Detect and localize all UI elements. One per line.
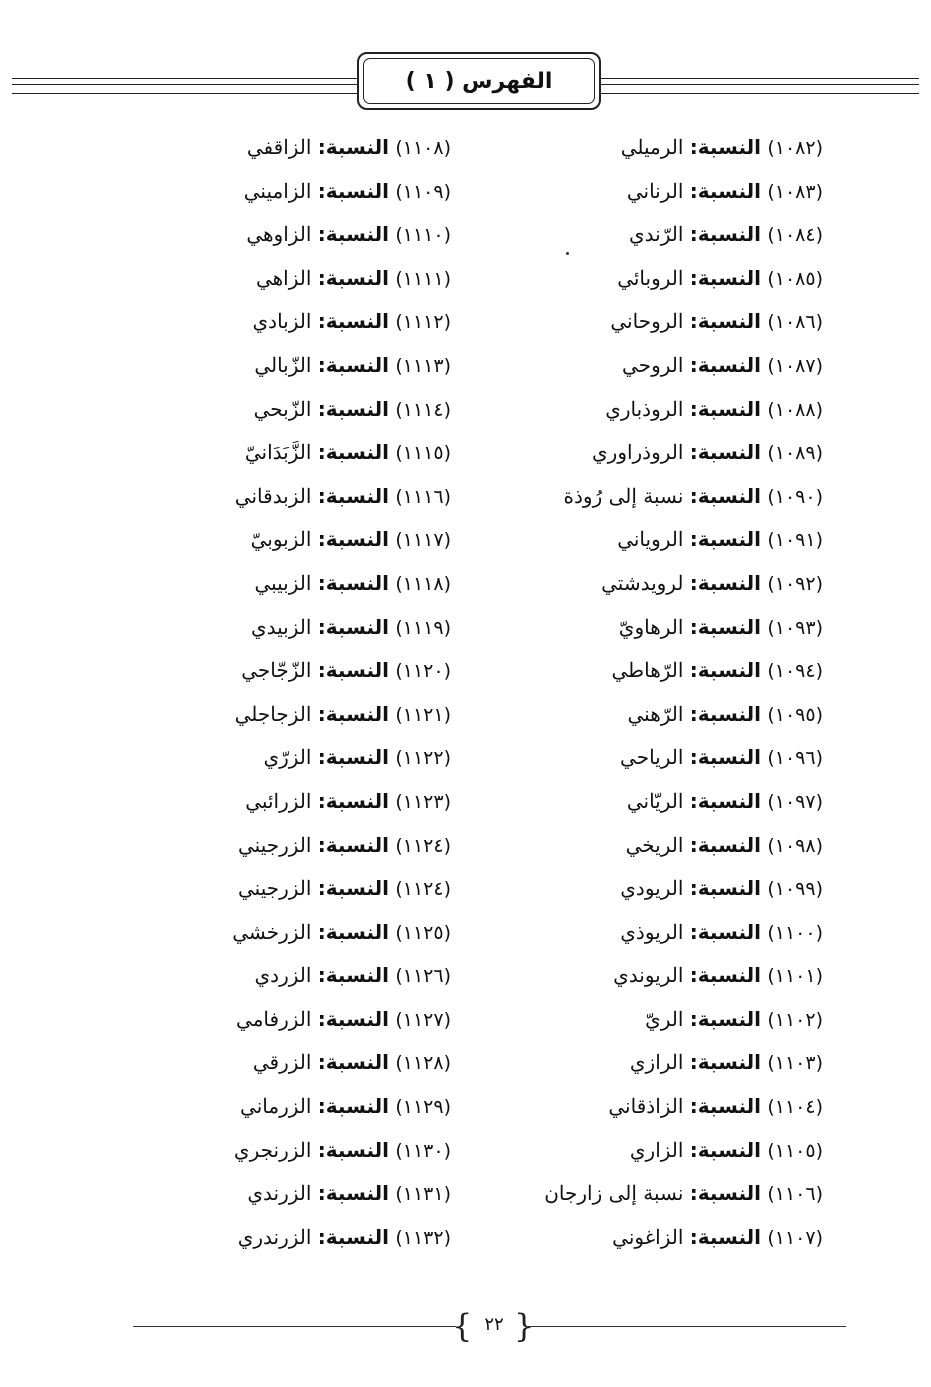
index-entry [483, 1129, 823, 1173]
entry-value: الزرجيني [237, 876, 312, 901]
index-entry [483, 475, 823, 519]
index-entry [483, 998, 823, 1042]
entry-label: النسبة: [317, 570, 389, 595]
entry-label: النسبة: [317, 614, 389, 639]
entry-value: الزرنجري [233, 1137, 312, 1162]
index-entry [483, 213, 823, 257]
entry-label: النسبة: [689, 876, 761, 901]
entry-number: (١١٢٣) [395, 790, 451, 813]
entry-label: النسبة: [317, 135, 389, 159]
index-entry [483, 170, 823, 214]
entry-value: الزَّبَدَانيّ [244, 440, 312, 465]
entry-label: النسبة: [689, 701, 761, 726]
entry-label: النسبة: [317, 440, 389, 465]
entry-value: الزاوهي [246, 222, 312, 247]
entry-label: النسبة: [689, 527, 761, 552]
entry-number: (١١١٠) [395, 224, 451, 247]
entry-label: النسبة: [689, 919, 761, 944]
entry-number: (١١٠٩) [395, 180, 451, 203]
index-entry [483, 344, 823, 388]
entry-value: الرّهني [627, 701, 684, 726]
entry-number: (١٠٩٣) [767, 616, 823, 639]
entry-value: الزّبحي [253, 396, 312, 421]
index-entry [151, 518, 451, 562]
index-entry [483, 954, 823, 998]
entry-value: الروذراوري [592, 440, 684, 465]
entry-value: الريوذي [620, 919, 684, 944]
entry-label: النسبة: [689, 396, 761, 421]
entry-value: الزردي [254, 963, 312, 988]
index-entry [151, 780, 451, 824]
index-column-right [483, 126, 823, 1259]
entry-number: (١١٠٣) [767, 1052, 823, 1075]
entry-value: الريّ [645, 1006, 684, 1031]
entry-value: الزاقفي [246, 135, 312, 159]
index-entry [483, 606, 823, 650]
index-entry [151, 998, 451, 1042]
entry-number: (١١١٧) [395, 529, 451, 552]
entry-number: (١١١٢) [395, 311, 451, 334]
entry-value: الريخي [625, 832, 684, 857]
index-entry [483, 562, 823, 606]
index-entry [151, 1085, 451, 1129]
entry-value: نسبة إلى زارجان [544, 1181, 684, 1206]
entry-label: النسبة: [317, 527, 389, 552]
index-entry [483, 1041, 823, 1085]
entry-number: (١٠٩٩) [767, 878, 823, 901]
entry-number: (١١٣٠) [395, 1139, 451, 1162]
entry-number: (١١٢٩) [395, 1096, 451, 1119]
entry-number: (١٠٩٠) [767, 485, 823, 508]
entry-label: النسبة: [317, 788, 389, 813]
entry-number: (١١٢٨) [395, 1052, 451, 1075]
index-entry [483, 911, 823, 955]
entry-number: (١٠٩١) [767, 529, 823, 552]
entry-value: الزاميني [243, 178, 312, 203]
entry-label: النسبة: [689, 352, 761, 377]
entry-number: (١١٠٢) [767, 1008, 823, 1031]
entry-label: النسبة: [317, 963, 389, 988]
entry-value: الرّندي [629, 222, 684, 247]
entry-number: (١٠٩٧) [767, 790, 823, 813]
entry-number: (١٠٨٥) [767, 267, 823, 290]
entry-value: الزجاجلي [234, 701, 312, 726]
index-entry [151, 1216, 451, 1260]
entry-value: الروياني [617, 527, 684, 552]
entry-number: (١١٠٤) [767, 1096, 823, 1119]
entry-value: الزرندري [237, 1224, 312, 1249]
entry-number: (١١٢٠) [395, 660, 451, 683]
entry-value: الزبدقاني [234, 483, 312, 508]
entry-number: (١٠٩٤) [767, 660, 823, 683]
index-entry [483, 736, 823, 780]
index-entry [151, 1172, 451, 1216]
entry-value: الزرّي [263, 745, 312, 770]
entry-value: الزرماني [240, 1094, 312, 1119]
entry-label: النسبة: [317, 1181, 389, 1206]
entry-number: (١١٢٧) [395, 1008, 451, 1031]
entry-label: النسبة: [689, 1006, 761, 1031]
entry-value: نسبة إلى رُوذة [563, 483, 684, 508]
index-entry [151, 126, 451, 170]
entry-label: النسبة: [689, 1137, 761, 1162]
index-entry [483, 649, 823, 693]
entry-number: (١٠٩٥) [767, 703, 823, 726]
index-entry [483, 1216, 823, 1260]
entry-value: الرازي [629, 1050, 684, 1075]
entry-value: الريودي [620, 876, 684, 901]
entry-number: (١١١٦) [395, 485, 451, 508]
entry-number: (١٠٩٨) [767, 834, 823, 857]
entry-label: النسبة: [689, 135, 761, 159]
entry-label: النسبة: [689, 658, 761, 683]
print-speck [566, 252, 569, 255]
index-entry [151, 300, 451, 344]
index-entry [151, 736, 451, 780]
entry-number: (١٠٩٢) [767, 572, 823, 595]
entry-label: النسبة: [689, 265, 761, 290]
index-entry [151, 911, 451, 955]
entry-number: (١١٢٤) [395, 834, 451, 857]
index-entry [151, 344, 451, 388]
entry-value: الروبائي [617, 265, 684, 290]
footer-left-brace: { [452, 1307, 473, 1345]
entry-number: (١١١٩) [395, 616, 451, 639]
index-entry [483, 126, 823, 170]
entry-label: النسبة: [689, 788, 761, 813]
entry-label: النسبة: [689, 1181, 761, 1206]
entry-value: الزرائبي [245, 788, 312, 813]
entry-number: (١١١٤) [395, 398, 451, 421]
entry-number: (١١٠٦) [767, 1183, 823, 1206]
entry-number: (١٠٨٨) [767, 398, 823, 421]
index-entry [483, 518, 823, 562]
index-entry [151, 475, 451, 519]
entry-label: النسبة: [689, 222, 761, 247]
entry-label: النسبة: [317, 1137, 389, 1162]
entry-label: النسبة: [689, 745, 761, 770]
index-entry [151, 606, 451, 650]
index-entry [151, 693, 451, 737]
entry-value: الزرندي [247, 1181, 312, 1206]
entry-number: (١٠٨٢) [767, 137, 823, 159]
entry-value: الروحي [622, 352, 684, 377]
entry-label: النسبة: [689, 963, 761, 988]
entry-value: الزبوبيّ [250, 527, 312, 552]
index-entry [151, 1129, 451, 1173]
entry-value: الرهاويّ [618, 614, 684, 639]
entry-label: النسبة: [317, 483, 389, 508]
entry-value: الزاري [629, 1137, 684, 1162]
index-entry [483, 300, 823, 344]
entry-value: الرميلي [620, 135, 684, 159]
index-entry [483, 867, 823, 911]
entry-value: الزّجّاجي [241, 658, 312, 683]
header-title-box [357, 52, 601, 110]
entry-label: النسبة: [317, 876, 389, 901]
entry-value: الرياحي [620, 745, 684, 770]
entry-label: النسبة: [317, 309, 389, 334]
entry-number: (١٠٨٦) [767, 311, 823, 334]
entry-value: الزاهي [255, 265, 312, 290]
entry-value: الروحاني [610, 309, 684, 334]
entry-value: الرّهاطي [611, 658, 684, 683]
entry-label: النسبة: [317, 919, 389, 944]
entry-value: الزرخشي [232, 919, 312, 944]
entry-label: النسبة: [689, 832, 761, 857]
footer-rule-left [133, 1326, 456, 1327]
entry-number: (١١١١) [395, 267, 451, 290]
entry-number: (١١١٨) [395, 572, 451, 595]
index-entry [151, 1041, 451, 1085]
entry-label: النسبة: [317, 745, 389, 770]
entry-number: (١٠٨٤) [767, 224, 823, 247]
index-entry [151, 649, 451, 693]
entry-label: النسبة: [317, 352, 389, 377]
index-entry [151, 431, 451, 475]
entry-number: (١١٠٥) [767, 1139, 823, 1162]
entry-label: النسبة: [317, 1224, 389, 1249]
entry-value: الزبيبي [254, 570, 312, 595]
entry-value: الزاذقاني [608, 1094, 684, 1119]
entry-label: النسبة: [317, 1006, 389, 1031]
entry-label: النسبة: [689, 1050, 761, 1075]
index-entry [483, 1085, 823, 1129]
entry-value: الزبادي [252, 309, 312, 334]
index-entry [151, 170, 451, 214]
index-column-left [151, 126, 451, 1259]
entry-label: النسبة: [317, 396, 389, 421]
entry-number: (١٠٨٧) [767, 354, 823, 377]
entry-value: الروذباري [605, 396, 684, 421]
entry-label: النسبة: [689, 614, 761, 639]
index-entry [151, 213, 451, 257]
page-title: الفهرس ( ١ ) [405, 68, 553, 94]
entry-label: النسبة: [689, 570, 761, 595]
footer-rule-right [528, 1326, 846, 1327]
entry-value: الرناني [626, 178, 684, 203]
footer-right-brace: } [514, 1307, 535, 1345]
entry-number: (١١٠٨) [395, 137, 451, 159]
entry-label: النسبة: [689, 483, 761, 508]
index-entry [151, 824, 451, 868]
entry-value: الريوندي [613, 963, 684, 988]
entry-number: (١١١٥) [395, 442, 451, 465]
entry-value: الزّبالي [254, 352, 312, 377]
entry-value: الريّاني [626, 788, 684, 813]
entry-number: (١١٠٧) [767, 1226, 823, 1249]
index-entry [151, 257, 451, 301]
entry-label: النسبة: [317, 658, 389, 683]
entry-number: (١١٢٥) [395, 921, 451, 944]
entry-label: النسبة: [317, 701, 389, 726]
index-entry [483, 693, 823, 737]
entry-number: (١١٣٢) [395, 1226, 451, 1249]
entry-number: (١١٢٢) [395, 747, 451, 770]
index-entry [151, 562, 451, 606]
entry-label: النسبة: [689, 309, 761, 334]
index-entry [483, 824, 823, 868]
entry-label: النسبة: [317, 222, 389, 247]
entry-number: (١١١٣) [395, 354, 451, 377]
entry-number: (١٠٨٣) [767, 180, 823, 203]
entry-label: النسبة: [317, 265, 389, 290]
entry-number: (١١٢١) [395, 703, 451, 726]
index-entry [483, 1172, 823, 1216]
entry-label: النسبة: [689, 440, 761, 465]
index-entry [151, 388, 451, 432]
entry-label: النسبة: [317, 178, 389, 203]
entry-label: النسبة: [317, 1050, 389, 1075]
index-entry [483, 257, 823, 301]
index-entry [483, 431, 823, 475]
entry-number: (١١٢٦) [395, 965, 451, 988]
entry-number: (١٠٨٩) [767, 442, 823, 465]
entry-value: لرويدشتي [601, 570, 684, 595]
entry-number: (١٠٩٦) [767, 747, 823, 770]
entry-label: النسبة: [317, 1094, 389, 1119]
entry-value: الزبيدي [250, 614, 312, 639]
entry-label: النسبة: [689, 1094, 761, 1119]
index-entry [483, 780, 823, 824]
entry-value: الزاغوني [612, 1224, 684, 1249]
entry-value: الزرفامي [236, 1006, 312, 1031]
entry-number: (١١٠٠) [767, 921, 823, 944]
entry-label: النسبة: [689, 1224, 761, 1249]
index-entry [483, 388, 823, 432]
index-entry [151, 954, 451, 998]
entry-value: الزرقي [252, 1050, 312, 1075]
page-number: ٢٢ [484, 1314, 504, 1335]
entry-number: (١١٠١) [767, 965, 823, 988]
index-entry [151, 867, 451, 911]
entry-number: (١١٢٤) [395, 878, 451, 901]
entry-value: الزرجيني [237, 832, 312, 857]
entry-number: (١١٣١) [395, 1183, 451, 1206]
entry-label: النسبة: [317, 832, 389, 857]
entry-label: النسبة: [689, 178, 761, 203]
